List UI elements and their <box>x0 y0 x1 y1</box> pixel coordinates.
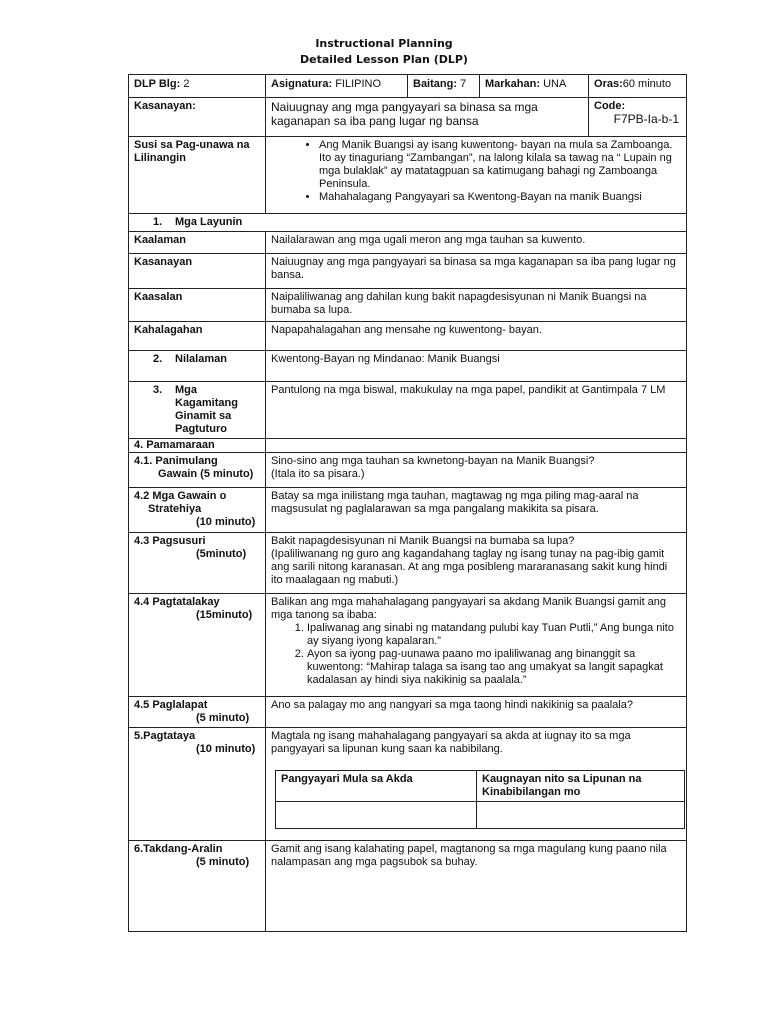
gawain-label: 4.2 Mga Gawain o Stratehiya (10 minuto) <box>129 488 266 533</box>
pagsusuri-label: 4.3 Pagsusuri (5minuto) <box>129 533 266 594</box>
gawain-row <box>129 488 687 533</box>
code-label: Code: <box>594 100 626 112</box>
pagtatalakay-label: 4.4 Pagtatalakay (15minuto) <box>129 594 266 697</box>
susi-label: Susi sa Pag-unawa na Lilinangin <box>129 137 266 214</box>
inner-col-1: Pangyayari Mula sa Akda <box>276 771 477 802</box>
header-subtitle: Detailed Lesson Plan (DLP) <box>300 53 468 66</box>
kahalagahan-row <box>129 322 687 351</box>
kasanayan-top-label: Kasanayan: <box>129 98 266 137</box>
document-header <box>0 36 768 68</box>
kahalagahan-label: Kahalagahan <box>129 322 266 351</box>
pamamaraan-empty <box>266 439 687 453</box>
kasanayan-top-row <box>129 98 687 137</box>
kagamitan-row <box>129 382 687 439</box>
pagtataya-row <box>129 728 687 841</box>
pagtataya-inner-table <box>275 770 685 829</box>
kasanayan-label: Kasanayan <box>129 254 266 289</box>
takdang-row <box>129 841 687 932</box>
kasanayan-text: Naiuugnay ang mga pangyayari sa binasa sa mga kaganapan sa iba pang lugar ng bansa. <box>266 254 687 289</box>
pagtatalakay-item-1: 1. Ipaliwanag ang sinabi ng matandang pulubi kay Tuan Putli,” Ang bunga nito ay siyang iyong kapalaran.” <box>307 622 681 648</box>
inner-col-2: Kaugnayan nito sa Lipunan na Kinabibilangan mo <box>477 771 685 802</box>
kaasalan-row <box>129 289 687 322</box>
kaalaman-row <box>129 232 687 254</box>
takdang-text: Gamit ang isang kalahating papel, magtanong sa mga magulang kung paano nila nalampasan ang mga pagsubok sa buhay. <box>266 841 687 932</box>
code-value: F7PB-Ia-b-1 <box>613 112 680 126</box>
gawain-text: Batay sa mga inilistang mga tauhan, magtawag ng mga piling mag-aaral na magsusulat ng paglalarawan sa mga pangalang makikita sa pisara. <box>266 488 687 533</box>
pagtataya-label: 5.Pagtataya (10 minuto) <box>129 728 266 841</box>
pagtataya-text: Magtala ng isang mahahalagang pangyayari sa akda at iugnay ito sa mga pangyayari sa lipunan kung saan ka nabibilang. <box>271 730 631 755</box>
kagamitan-label: 3. Mga Kagamitang Ginamit sa Pagtuturo <box>129 382 266 439</box>
paglalapat-label: 4.5 Paglalapat (5 minuto) <box>129 697 266 728</box>
inner-cell-2[interactable] <box>477 802 685 829</box>
inner-cell-1[interactable] <box>276 802 477 829</box>
kasanayan-top-text: Naiuugnay ang mga pangyayari sa binasa sa mga kaganapan sa iba pang lugar ng bansa <box>266 98 589 137</box>
kaalaman-label: Kaalaman <box>129 232 266 254</box>
lesson-plan-table <box>128 74 687 932</box>
pagtataya-content <box>266 728 687 841</box>
pagtatalakay-item-2: 2. Ayon sa iyong pag-uunawa paano mo ipaliliwanag ang binanggit sa kuwentong: “Mahirap talaga sa isang tao ang umakyat sa langit sapagkat kadalasan ay hindi siya nakikinig sa paalala.” <box>307 648 681 687</box>
paglalapat-row <box>129 697 687 728</box>
layunin-row <box>129 214 687 232</box>
kaasalan-text: Naipaliliwanag ang dahilan kung bakit napagdesisyunan ni Manik Buangsi na bumaba sa lupa. <box>266 289 687 322</box>
panimulang-label: 4.1. Panimulang Gawain (5 minuto) <box>129 453 266 488</box>
info-row <box>129 75 687 98</box>
code-cell <box>589 98 687 137</box>
header-title: Instructional Planning <box>315 37 453 50</box>
nilalaman-label: 2. Nilalaman <box>129 351 266 382</box>
paglalapat-text: Ano sa palagay mo ang nangyari sa mga taong hindi nakikinig sa paalala? <box>266 697 687 728</box>
kaasalan-label: Kaasalan <box>129 289 266 322</box>
markahan-cell: Markahan: UNA <box>480 75 589 98</box>
nilalaman-text: Kwentong-Bayan ng Mindanao: Manik Buangsi <box>266 351 687 382</box>
kahalagahan-text: Napapahalagahan ang mensahe ng kuwentong- bayan. <box>266 322 687 351</box>
susi-content <box>266 137 687 214</box>
pamamaraan-label: 4. Pamamaraan <box>129 439 266 453</box>
oras-cell: Oras:60 minuto <box>589 75 687 98</box>
panimulang-row <box>129 453 687 488</box>
pagsusuri-row <box>129 533 687 594</box>
susi-bullet-2: • Mahahalagang Pangyayari sa Kwentong-Bayan na manik Buangsi <box>319 191 681 204</box>
kaalaman-text: Nailalarawan ang mga ugali meron ang mga tauhan sa kuwento. <box>266 232 687 254</box>
takdang-label: 6.Takdang-Aralin (5 minuto) <box>129 841 266 932</box>
susi-row <box>129 137 687 214</box>
panimulang-text: Sino-sino ang mga tauhan sa kwnetong-bayan na Manik Buangsi? (Itala ito sa pisara.) <box>266 453 687 488</box>
pagtatalakay-text: Balikan ang mga mahahalagang pangyayari sa akdang Manik Buangsi gamit ang mga tanong sa ibaba: 1. Ipaliwanag ang sinabi ng matandang pulubi kay Tuan Putli,” Ang bunga nito ay siyang iyong kapalaran.” 2. Ayon sa iyong pag-uunawa paano mo ipaliliwanag ang binanggit sa kuwentong: “Mahirap talaga sa isang tao ang umakyat sa langit sapagkat kadalasan ay hindi siya nakikinig sa paalala.” <box>266 594 687 697</box>
pagtatalakay-row <box>129 594 687 697</box>
layunin-heading: 1. Mga Layunin <box>129 214 687 232</box>
nilalaman-row <box>129 351 687 382</box>
baitang-cell: Baitang: 7 <box>408 75 480 98</box>
pamamaraan-row <box>129 439 687 453</box>
dlp-cell: DLP Blg: 2 <box>129 75 266 98</box>
kasanayan-row <box>129 254 687 289</box>
asignatura-cell: Asignatura: FILIPINO <box>266 75 408 98</box>
susi-bullet-1: • Ang Manik Buangsi ay isang kuwentong- bayan na mula sa Zamboanga. Ito ay tinaguriang “Zambangan”, na lalong kilala sa tawag na “ Lupain ng mga bulaklak” ay matatagpuan sa katimugang bahagi ng Zamboanga Peninsula. <box>319 139 681 191</box>
pagsusuri-text: Bakit napagdesisyunan ni Manik Buangsi na bumaba sa lupa? (Ipaliliwanang ng guro ang kagandahang taglay ng isang tunay na pag-ibig gamit ang sarili nitong karanasan. At ang mga posibleng mararanasang sakit kung hindi ito maalagaan ng mabuti.) <box>266 533 687 594</box>
kagamitan-text: Pantulong na mga biswal, makukulay na mga papel, pandikit at Gantimpala 7 LM <box>266 382 687 439</box>
